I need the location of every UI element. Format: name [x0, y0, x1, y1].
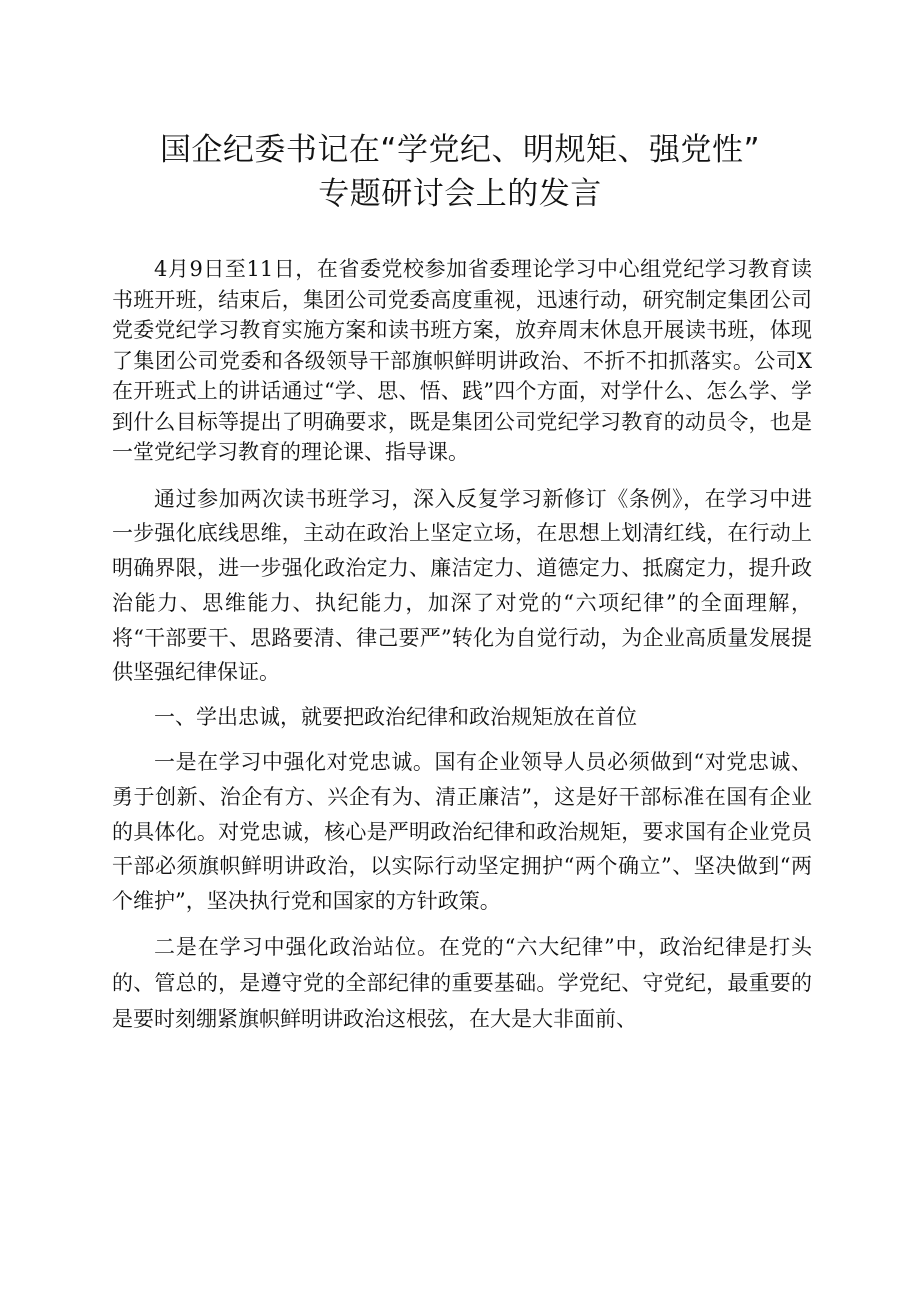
paragraph-intro: 4月9日至11日，在省委党校参加省委理论学习中心组党纪学习教育读书班开班，结束后，集团公司党委高度重视，迅速行动，研究制定集团公司党委党纪学习教育实施方案和读书班方案，放弃周末休息开展读书班，体现了集团公司党委和各级领导干部旗帜鲜明讲政治、不折不扣抓落实。公司X在开班式上的讲话通过“学、思、悟、践”四个方面，对学什么、怎么学、学到什么目标等提出了明确要求，既是集团公司党纪学习教育的动员令，也是一堂党纪学习教育的理论课、指导课。 — [112, 257, 812, 464]
document-title — [110, 128, 810, 216]
paragraph-study: 通过参加两次读书班学习，深入反复学习新修订《条例》，在学习中进一步强化底线思维，主动在政治上坚定立场，在思想上划清红线，在行动上明确界限，进一步强化政治定力、廉洁定力、道德定力、抵腐定力，提升政治能力、思维能力、执纪能力，加深了对党的“六项纪律”的全面理解，将“干部要干、思路要清、律己要严”转化为自觉行动，为企业高质量发展提供坚强纪律保证。 — [112, 486, 812, 685]
document-body — [112, 254, 812, 1037]
paragraph-loyalty: 一是在学习中强化对党忠诚。国有企业领导人员必须做到“对党忠诚、勇于创新、治企有方、兴企有为、清正廉洁”，这是好干部标准在国有企业的具体化。对党忠诚，核心是严明政治纪律和政治规矩，要求国有企业党员干部必须旗帜鲜明讲政治，以实际行动坚定拥护“两个确立”、坚决做到“两个维护”，坚决执行党和国家的方针政策。 — [112, 750, 812, 914]
title-line-2: 专题研讨会上的发言 — [318, 176, 602, 212]
title-line-1: 国企纪委书记在“学党纪、明规矩、强党性” — [159, 132, 761, 168]
section-heading-1: 一、学出忠诚，就要把政治纪律和政治规矩放在首位 — [154, 705, 637, 730]
paragraph-political-stance: 二是在学习中强化政治站位。在党的“六大纪律”中，政治纪律是打头的、管总的，是遵守党的全部纪律的重要基础。学党纪、守党纪，最重要的是要时刻绷紧旗帜鲜明讲政治这根弦，在大是大非面前、 — [112, 935, 812, 1032]
